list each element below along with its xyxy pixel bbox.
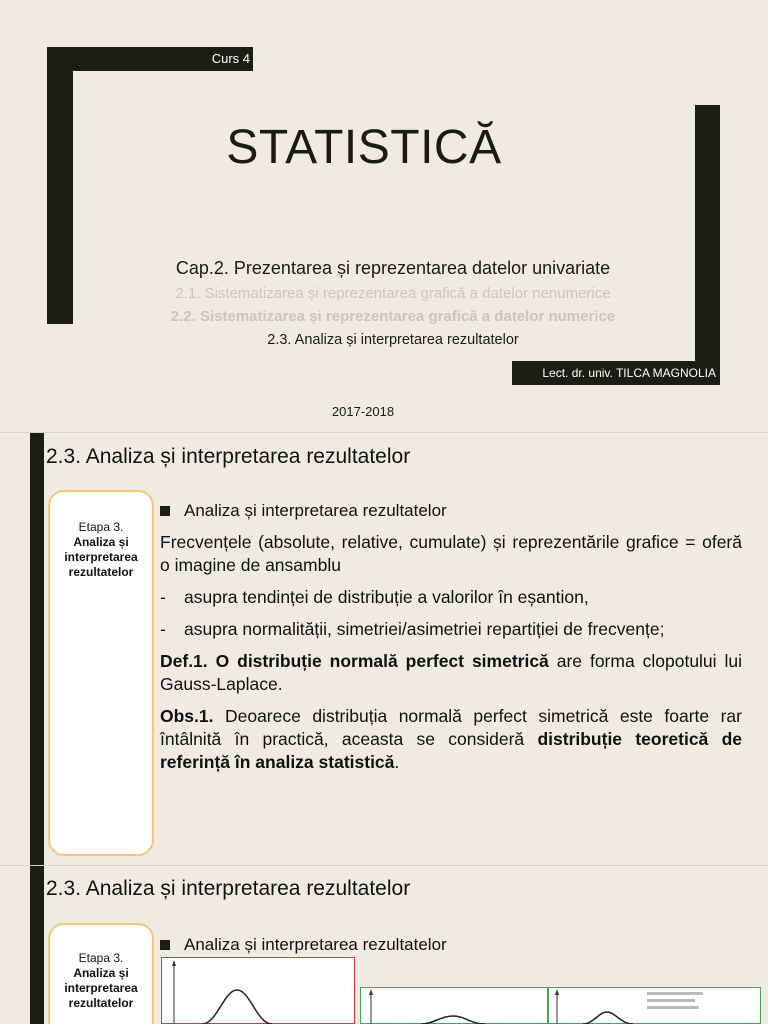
bullet-heading [160, 933, 742, 956]
slide-title: 2.3. Analiza și interpretarea rezultatelor [46, 877, 411, 900]
etapa-number: Etapa 3. [78, 520, 124, 534]
definition-paragraph: Def.1. O distribuție normală perfect simetrică are forma clopotului lui Gauss-Laplace. [160, 651, 742, 694]
etapa-line: interpretarea [64, 550, 138, 564]
skewed-curve-graphic [549, 988, 760, 1024]
side-bar [30, 866, 44, 1024]
etapa-line: rezultatelor [68, 996, 134, 1010]
etapa-line: Analiza și [73, 535, 129, 549]
normal-distribution-chart [161, 957, 355, 1024]
section-2-3: 2.3. Analiza și interpretarea rezultatelor [267, 332, 519, 348]
square-bullet-icon [160, 940, 170, 950]
etapa-line: rezultatelor [68, 565, 134, 579]
lecturer-label: Lect. dr. univ. TILCA MAGNOLIA [542, 366, 716, 380]
slide-title: 2.3. Analiza și interpretarea rezultatelor [46, 445, 411, 468]
slide-content [160, 499, 742, 783]
skewed-distribution-chart [548, 987, 761, 1024]
side-bar [30, 433, 44, 865]
etapa-line: interpretarea [64, 981, 138, 995]
bell-curve-graphic [162, 958, 354, 1024]
etapa-line: Analiza și [73, 966, 129, 980]
content-slide [0, 433, 768, 865]
list-item: - asupra normalității, simetriei/asimetriei repartiției de frecvențe; [160, 619, 665, 639]
bullet-text: Analiza și interpretarea rezultatelor [184, 935, 447, 954]
etapa-box [48, 923, 154, 1024]
skewed-curve-graphic [361, 988, 547, 1024]
content-slide [0, 866, 768, 1024]
chapter-heading: Cap.2. Prezentarea și reprezentarea datelor univariate [175, 258, 611, 278]
bullet-text: Analiza și interpretarea rezultatelor [184, 501, 447, 520]
decor-bar-left [47, 47, 73, 324]
bullet-heading [160, 499, 742, 522]
etapa-box [48, 490, 154, 856]
course-label: Curs 4 [211, 51, 250, 66]
square-bullet-icon [160, 506, 170, 516]
list-item: - asupra tendinței de distribuție a valorilor în eșantion, [160, 587, 589, 607]
section-2-2: 2.2. Sistematizarea și reprezentarea grafică a datelor numerice [170, 308, 616, 325]
academic-year: 2017-2018 [331, 404, 395, 419]
etapa-number: Etapa 3. [78, 951, 124, 965]
title-slide [0, 0, 768, 432]
paragraph-frequencies: Frecvențele (absolute, relative, cumulate) și reprezentările grafice = oferă o imagine de ansamblu [160, 532, 742, 575]
slide-title: STATISTICĂ [226, 121, 502, 174]
observation-paragraph: Obs.1. Deoarece distribuția normală perfect simetrică este foarte rar întâlnită în practică, aceasta se consideră distribuție teoretică de referință în analiza statistică. [160, 706, 742, 772]
section-2-1: 2.1. Sistematizarea și reprezentarea grafică a datelor nenumerice [175, 285, 611, 302]
skewed-distribution-chart [360, 987, 548, 1024]
